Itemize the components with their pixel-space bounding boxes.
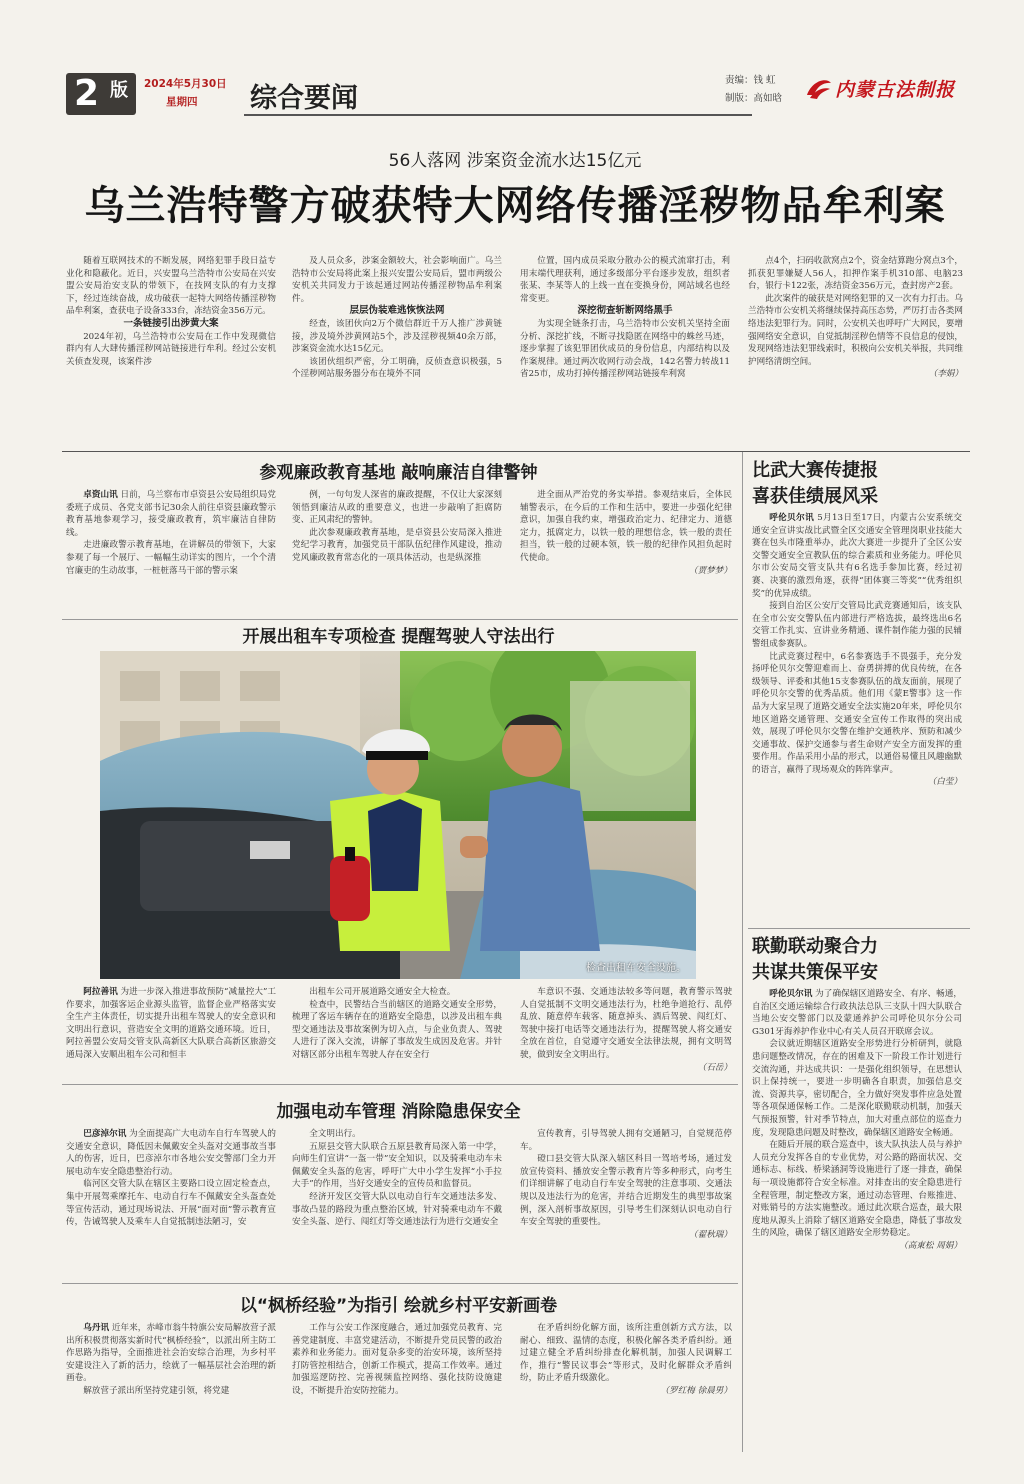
section-divider	[62, 451, 970, 452]
article-paragraph: 工作与公安工作深度融合，通过加强党员教育、完善党建制度、丰富党建活动，不断提升党员民警的政治素养和业务能力。面对复杂多变的治安环境，该所坚持打防管控相结合，创新工作模式，提高工作效率。通过加强巡逻防控、完善视频监控网络、强化技防设施建设，不断提升治安防控能力。	[292, 1323, 502, 1396]
article-column	[292, 1128, 502, 1280]
article-paragraph: 全文明出行。	[309, 1129, 361, 1139]
article-paragraph: 呼伦贝尔讯 5月13日至17日，内蒙古公安系统交通安全宣讲实战比武暨全区交通安全管理岗职业技能大赛在包头市隆重举办，此次大赛进一步提升了全区公安交警交通安全宣教队伍的综合素质和业务能力。呼伦贝尔市公安局交管支队共有6名选手参加比赛，经过初赛、决赛的激烈角逐，获得“团体赛三等奖”“优秀组织奖”的优异成绩。	[752, 513, 962, 599]
article-headline: 以“枫桥经验”为指引 绘就乡村平安新画卷	[239, 1296, 558, 1316]
byline: （白莹）	[927, 777, 962, 788]
section-title: 综合要闻	[250, 83, 358, 114]
byline: （贾梦梦）	[689, 565, 732, 576]
article-column	[520, 489, 732, 617]
article-paragraph: 在随后开展的联合巡查中，该大队执法人员与养护人员充分发挥各自的专业优势，对公路的路面状况、交通标志、标线、桥梁涵洞等设施进行了逐一排查，确保每一项设施都符合安全标准。对排查出的安全隐患进行全程管理，制定整改方案，通过动态管理、台账推进、对账销号的方法实施整改。通过此次联合巡查，最大限度地从源头上消除了辖区道路安全隐患，降低了事故发生的风险，确保了辖区道路安全形势稳定。	[752, 1140, 962, 1239]
photo-caption: 检查出租车安全设施。	[586, 963, 686, 974]
producer-credit: 制版：高如晗	[725, 93, 783, 104]
article-column	[66, 1128, 276, 1280]
article-paragraph: 例，一句句发人深省的廉政提醒，不仅让大家深刻领悟到廉洁从政的重要意义，也进一步敲响了拒腐防变、正风肃纪的警钟。	[292, 490, 502, 526]
lead-subheading: 层层伪装难逃恢恢法网	[349, 305, 445, 317]
dateline: 巴彦淖尔讯	[83, 1129, 127, 1139]
article-headline: 参观廉政教育基地 敲响廉洁自律警钟	[259, 463, 538, 483]
lead-paragraph: 经查，该团伙向2万个微信群近千万人推广涉黄链接，涉及境外涉黄网站5个，涉及淫秽视频40余万部，涉案资金流水达15亿元。	[292, 318, 502, 355]
issue-weekday: 星期四	[166, 96, 198, 108]
article-headline: 比武大赛传捷报 喜获佳绩展风采	[752, 460, 878, 507]
article-paragraph: 走进廉政警示教育基地，在讲解员的带领下，大家参观了每一个展厅、一幅幅生动详实的图片，一个个清官廉吏的生动故事，一桩桩落马干部的警示案	[66, 540, 276, 576]
dateline: 卓资山讯	[83, 490, 118, 500]
lead-subheading: 深挖彻查斩断网络黑手	[577, 305, 673, 317]
article-column	[66, 489, 276, 617]
article-paragraph: 磴口县交管大队深入辖区科目一驾培考场，通过发放宣传资料、播放安全警示教育片等多种形式，向考生们详细讲解了电动自行车安全驾驶的注意事项、交通法规以及违法行为的危害，并结合近期发生的典型事故案例，深入剖析事故原因，引导考生们深刻认识电动自行车安全驾驶的重要性。	[520, 1154, 732, 1228]
header-divider	[244, 114, 752, 116]
article-column	[292, 489, 502, 617]
article-paragraph: 解放营子派出所坚持党建引领，将党建	[83, 1385, 230, 1396]
lead-paragraph: 为实现全链条打击，乌兰浩特市公安机关坚持全面分析、深挖扩线，不断寻找隐匿在网络中的蛛丝马迹，逐步掌握了该犯罪团伙成员的身份信息，内部结构以及作案规律。通过两次收网行动会战，142名警力转战11省25市，成功打掉传播淫秽网站链接牟利窝	[520, 318, 730, 380]
article-column	[292, 1322, 502, 1454]
article-column	[66, 1322, 276, 1454]
lead-column-2	[292, 255, 502, 450]
article-paragraph: 五原县交管大队联合五原县教育局深入第一中学，向师生们宣讲“一盔一带”安全知识，以及骑乘电动车未佩戴安全头盔的危害，呼吁广大中小学生发挥“小手拉大手”的作用，当好交通安全的宣传员和监督员。	[292, 1141, 502, 1190]
brand-swirl-logo	[804, 75, 834, 101]
dateline: 呼伦贝尔讯	[769, 513, 815, 523]
article-headline: 开展出租车专项检查 提醒驾驶人守法出行	[242, 627, 555, 647]
article-paragraph: 阿拉善讯 为进一步深入推进事故预防“减量控大”工作要求，加强客运企业源头监管，监督企业严格落实安全生产主体责任，切实提升出租车驾驶人的安全意识和文明出行意识，营造安全文明的道路交通环境。近日，阿拉善盟公安局交管支队高新区大队联合高新区旅游交通局深入安顺出租车公司和恒丰	[66, 987, 276, 1060]
article-column	[520, 986, 732, 1082]
lead-paragraph: 点4个，扫码收款窝点2个，资金结算跑分窝点3个，抓获犯罪嫌疑人56人，扣押作案手机310部、电脑23台，银行卡122张，冻结资金356万元，查封房产2套。	[748, 256, 963, 292]
lead-column-4	[748, 255, 963, 450]
article-paragraph: 呼伦贝尔讯 为了确保辖区道路安全、有序、畅通，自治区交通运输综合行政执法总队三支队十四大队联合当地公安交警部门以及蒙通养护公司呼伦贝尔分公司G301牙海养护作业中心有关人员召开联席会议。	[752, 989, 962, 1037]
article-paragraph: 会议就近期辖区道路安全形势进行分析研判，就隐患问题整改情况，存在的困难及下一阶段工作计划进行交流沟通，并达成共识：一是强化组织领导，在思想认识上保持统一，要进一步明确各自职责，加强信息交流、资源共享，密切配合，全力做好突发事件应急处置等各项保通保畅工作。二是深化联勤联动机制，加强天气预报预警，针对季节特点，加大对重点部位的巡查力度，发现隐患问题及时整改，确保辖区道路安全畅通。	[752, 1039, 962, 1138]
column-divider	[742, 452, 743, 1452]
article-column	[66, 986, 276, 1082]
section-divider	[62, 619, 738, 620]
lead-column-1	[66, 255, 276, 450]
article-paragraph: 巴彦淖尔讯 为全面提高广大电动车自行车驾驶人的交通安全意识，降低因未佩戴安全头盔对交通事故当事人的伤害，近日，巴彦淖尔市各地公安交警部门全力开展电动车安全隐患整治行动。	[66, 1129, 276, 1177]
lead-paragraph: 该团伙组织严密，分工明确，反侦查意识极强，5个淫秽网站服务器分布在境外不同	[292, 356, 502, 380]
page-number: 2	[74, 73, 100, 114]
article-paragraph: 车意识不强、交通违法较多等问题，教育警示驾驶人自觉抵制不文明交通违法行为，杜绝争道抢行、乱停乱放、随意停车载客、随意掉头、酒后驾驶、闯红灯、驾驶中接打电话等交通违法行为，提醒驾驶人将交通安全放在首位，自觉遵守交通安全法律法规，拥有文明驾驶，做到安全文明出行。	[520, 987, 732, 1060]
article-paragraph: 宣传教育，引导驾驶人拥有交通陋习，自觉规范停车。	[520, 1129, 732, 1152]
article-column	[292, 986, 502, 1082]
page-unit: 版	[110, 80, 128, 101]
byline: （石岳）	[697, 1062, 732, 1073]
lead-paragraph: 位置，国内成员采取分散办公的模式流窜打击，利用末端代理获利，通过多级部分平台逐步发放，组织者张某、李某等人的上线一直在变换身份，网站域名也经常变更。	[520, 256, 730, 304]
article-paragraph: 接到自治区公安厅交管局比武竞赛通知后，该支队在全市公安交警队伍内部进行严格选拔，最终选出6名交管工作扎实、宣讲业务精通、课件制作能力强的民辅警组成参赛队。	[752, 601, 962, 649]
article-column	[752, 988, 962, 1450]
article-column	[520, 1322, 732, 1454]
article-column	[752, 512, 962, 924]
page-header	[60, 62, 970, 124]
dateline: 阿拉善讯	[83, 987, 118, 997]
traffic-police-photo	[100, 651, 696, 979]
article-column	[520, 1128, 732, 1280]
article-paragraph: 比武竞赛过程中，6名参赛选手不畏强手，充分发扬呼伦贝尔交警迎难而上、奋勇拼搏的优良传统，在各级领导、评委和其他15支参赛队伍的战友面前，展现了呼伦贝尔交警的优秀品质。他们用《蒙E警事》这一作品为大家呈现了道路交通安全法实施20年来，呼伦贝尔地区道路交通管理、交通安全宣传工作取得的突出成效，展现了呼伦贝尔交警在维护交通秩序、预防和减少交通事故、保护交通参与者生命财产安全方面发挥的重要作用。作品采用小品的形式，以通俗易懂且风趣幽默的语言，赢得了现场观众的阵阵掌声。	[752, 651, 962, 775]
article-paragraph: 乌丹讯 近年来，赤峰市翁牛特旗公安局解放营子派出所积极贯彻落实新时代“枫桥经验”，以派出所主防工作思路为指导，全面推进社会治安综合治理，为乡村平安建设注入了新的活力，绘就了一幅基层社会治理的新画卷。	[66, 1323, 276, 1384]
article-headline: 联勤联动聚合力 共谋共策保平安	[752, 936, 878, 983]
dateline: 乌丹讯	[83, 1323, 110, 1333]
article-paragraph: 检查中，民警结合当前辖区的道路交通安全形势，梳理了客运车辆存在的道路安全隐患，以涉及出租车典型交通违法及事故案例为切入点，与企业负责人、驾驶人进行了深入交流，讲解了事故发生成因及危害。并针对辖区部分出租车驾驶人存在安全行	[292, 999, 502, 1060]
byline: （李娟）	[928, 369, 963, 380]
lead-paragraph: 及人员众多，涉案金额较大，社会影响面广。乌兰浩特市公安局将此案上报兴安盟公安局后，盟市两级公安机关共同发力于该起通过网站传播淫秽物品牟利案件。	[292, 256, 502, 304]
newspaper-name: 内蒙古法制报	[835, 79, 956, 101]
section-divider	[62, 1084, 738, 1085]
lead-kicker: 56人落网 涉案资金流水达15亿元	[388, 151, 642, 171]
issue-date: 2024年5月30日	[144, 78, 227, 90]
article-paragraph: 卓资山讯 日前，乌兰察布市卓资县公安局组织局党委班子成员、各党支部书记30余人前往卓资县廉政警示教育基地参观学习，接受廉政教育，筑牢廉洁自律防线。	[66, 490, 276, 538]
byline: （罗红梅 徐晨男）	[660, 1385, 732, 1396]
dateline: 呼伦贝尔讯	[769, 989, 813, 999]
article-headline: 加强电动车管理 消除隐患保安全	[276, 1102, 521, 1122]
article-paragraph: 此次参观廉政教育基地，是卓资县公安局深入推进党纪学习教育，加强党员干部队伍纪律作风建设，推动党风廉政教育常态化的一项具体活动，也是纵深推	[292, 527, 502, 563]
article-paragraph: 进全面从严治党的务实举措。参观结束后，全体民辅警表示，在今后的工作和生活中，要进一步强化纪律意识，加强自我约束，增强政治定力、纪律定力、道德定力，抵腐定力，以铁一般的理想信念，铁一般的责任担当，铁一般的过硬本领，铁一般的纪律作风担负起时代使命。	[520, 490, 732, 563]
byline: （翟秋瑞）	[689, 1229, 732, 1240]
article-paragraph: 出租车公司开展道路交通安全大检查。	[309, 987, 456, 997]
lead-column-3	[520, 255, 730, 450]
article-paragraph: 在矛盾纠纷化解方面，该所注重创新方式方法，以耐心、细致、温情的态度，积极化解各类矛盾纠纷。通过建立健全矛盾纠纷排查化解机制，加强人民调解工作，推行“警民议事会”等形式，及时化解群众矛盾纠纷，防止矛盾升级激化。	[520, 1323, 732, 1384]
article-paragraph: 经济开发区交管大队以电动自行车交通违法多发、事故凸显的路段为重点整治区域，针对骑乘电动车不戴安全头盔、逆行、闯红灯等交通违法行为进行交通安全	[292, 1191, 502, 1228]
page-number-badge	[66, 73, 136, 115]
section-divider	[748, 928, 970, 929]
byline: （高東松 周娟）	[899, 1240, 962, 1251]
section-divider	[62, 1283, 738, 1284]
lead-subheading: 一条链接引出涉黄大案	[123, 317, 219, 329]
article-paragraph: 临河区交管大队在辖区主要路口设立固定检查点，集中开展驾乘摩托车、电动自行车不佩戴安全头盔查处等宣传活动，通过现场说法、开展“面对面”警示教育宣传，告诫驾驶人及乘车人自觉抵制违法陋习，安	[66, 1179, 276, 1228]
lead-paragraph: 随着互联网技术的不断发展，网络犯罪手段日益专业化和隐蔽化。近日，兴安盟乌兰浩特市公安局在兴安盟公安局治安支队的带领下，在技网支队的有力支撑下，经过连续奋战，成功破获一起特大网络传播淫秽物品牟利案，查获电子设备333台，冻结资金356万元。	[66, 256, 276, 317]
lead-paragraph: 此次案件的破获是对网络犯罪的又一次有力打击。乌兰浩特市公安机关将继续保持高压态势，严厉打击各类网络违法犯罪行为。同时，公安机关也呼吁广大网民，要增强网络安全意识，自觉抵制淫秽色情等不良信息的侵蚀，发现网络违法犯罪线索时，积极向公安机关举报，共同维护网络清朗空间。	[748, 293, 963, 367]
lead-paragraph: 2024年初，乌兰浩特市公安局在工作中发现微信群内有人大肆传播淫秽网站链接进行牟利。经过公安机关侦查发现，该案件涉	[66, 331, 276, 367]
lead-headline: 乌兰浩特警方破获特大网络传播淫秽物品牟利案	[84, 182, 946, 229]
editor-credit: 责编：钱 虹	[725, 75, 776, 86]
